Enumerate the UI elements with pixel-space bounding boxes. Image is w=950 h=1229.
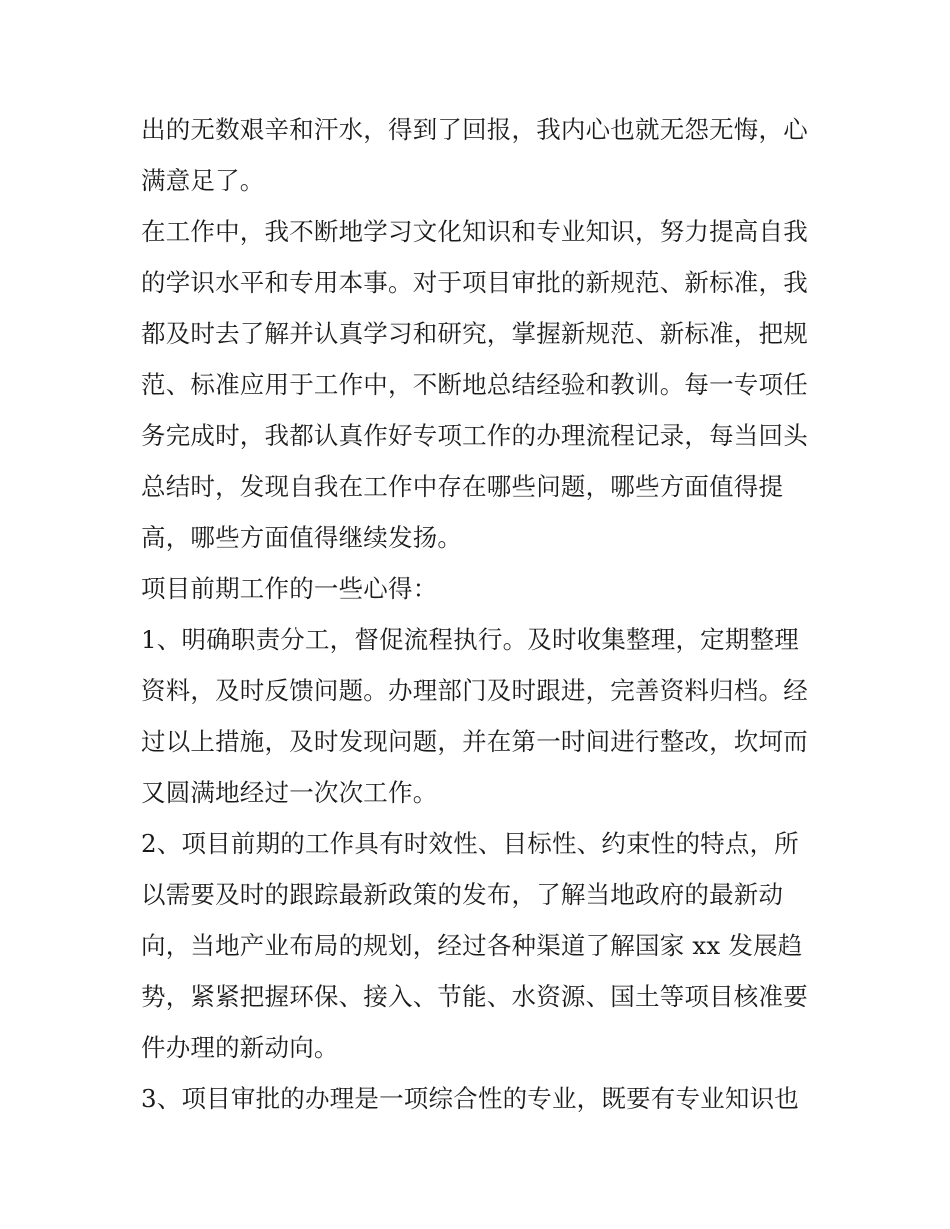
text-line: 高，哪些方面值得继续发扬。	[141, 523, 463, 552]
text-line: 都及时去了解并认真学习和研究，掌握新规范、新标准，把规	[141, 319, 808, 348]
text-line: 过以上措施，及时发现问题，并在第一时间进行整改，坎坷而	[141, 727, 808, 756]
text-line: 资料，及时反馈问题。办理部门及时跟进，完善资料归档。经	[141, 676, 808, 705]
text-line: 在工作中，我不断地学习文化知识和专业知识，努力提高自我	[141, 217, 808, 246]
text-line: 以需要及时的跟踪最新政策的发布，了解当地政府的最新动	[141, 880, 784, 909]
text-line: 的学识水平和专用本事。对于项目审批的新规范、新标准，我	[141, 268, 808, 297]
text-line: 2、项目前期的工作具有时效性、目标性、约束性的特点，所	[141, 829, 799, 858]
text-line: 总结时，发现自我在工作中存在哪些问题，哪些方面值得提	[141, 472, 784, 501]
text-line: 务完成时，我都认真作好专项工作的办理流程记录，每当回头	[141, 421, 808, 450]
text-line: 出的无数艰辛和汗水，得到了回报，我内心也就无怨无悔，心	[141, 115, 808, 144]
text-line: 又圆满地经过一次次工作。	[141, 778, 438, 807]
text-line: 向，当地产业布局的规划，经过各种渠道了解国家 xx 发展趋	[141, 931, 803, 960]
text-line: 件办理的新动向。	[141, 1033, 339, 1062]
text-line: 3、项目审批的办理是一项综合性的专业，既要有专业知识也	[141, 1084, 799, 1113]
section-heading: 项目前期工作的一些心得：	[141, 574, 438, 603]
text-line: 势，紧紧把握环保、接入、节能、水资源、国土等项目核准要	[141, 982, 808, 1011]
document-body	[141, 104, 821, 1124]
text-line: 范、标准应用于工作中，不断地总结经验和教训。每一专项任	[141, 370, 808, 399]
text-line: 1、明确职责分工，督促流程执行。及时收集整理，定期整理	[141, 625, 799, 654]
text-line: 满意足了。	[141, 166, 265, 195]
